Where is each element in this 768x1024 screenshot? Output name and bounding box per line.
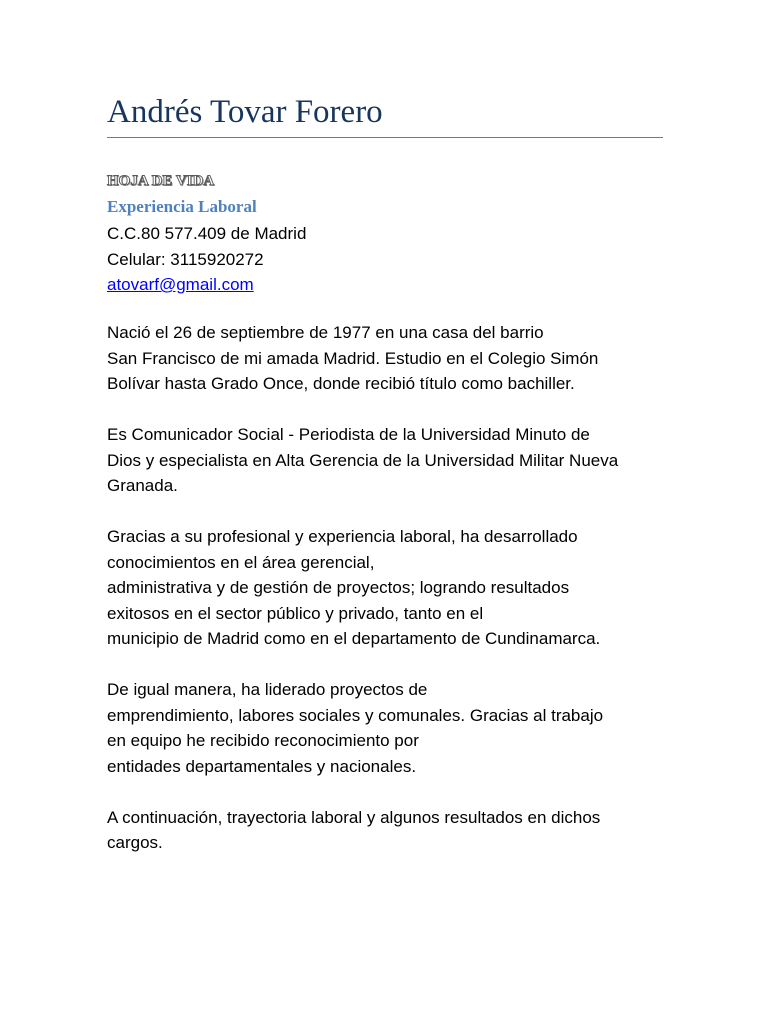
paragraph-line: exitosos en el sector público y privado, tanto en el	[107, 603, 484, 623]
paragraph-line: De igual manera, ha liderado proyectos de	[107, 680, 428, 699]
paragraph-line: emprendimiento, labores sociales y comunales. Gracias al trabajo	[107, 705, 604, 725]
paragraph-line: Es Comunicador Social - Periodista de la Universidad Minuto de	[107, 425, 590, 444]
paragraph-experience	[107, 524, 667, 652]
paragraph-line: Granada.	[107, 476, 178, 495]
paragraph-line: administrativa y de gestión de proyectos; logrando resultados	[107, 578, 570, 597]
paragraph-line: Gracias a su profesional y experiencia laboral, ha desarrollado	[107, 527, 578, 546]
id-number-line: C.C.80 577.409 de Madrid	[107, 224, 307, 243]
title-divider	[107, 137, 663, 138]
paragraph-leadership	[107, 677, 667, 779]
paragraph-line: municipio de Madrid como en el departamento de Cundinamarca.	[107, 629, 601, 648]
document-title: Andrés Tovar Forero	[107, 94, 383, 130]
paragraph-line: Bolívar hasta Grado Once, donde recibió título como bachiller.	[107, 374, 575, 393]
paragraph-line: conocimientos en el área gerencial,	[107, 552, 375, 572]
paragraph-line: en equipo he recibido reconocimiento por	[107, 731, 419, 750]
paragraph-continuation	[107, 805, 667, 856]
paragraph-line: San Francisco de mi amada Madrid. Estudio en el Colegio Simón	[107, 348, 599, 368]
document-label: HOJA DE VIDA	[107, 173, 215, 189]
paragraph-line: Dios y especialista en Alta Gerencia de la Universidad Militar Nueva	[107, 450, 619, 470]
biography	[107, 320, 667, 881]
paragraph-line: cargos.	[107, 833, 163, 852]
paragraph-line: Nació el 26 de septiembre de 1977 en una casa del barrio	[107, 323, 544, 342]
section-heading: Experiencia Laboral	[107, 197, 257, 216]
contact-block	[107, 221, 306, 298]
email-link[interactable]: atovarf@gmail.com	[107, 275, 254, 294]
paragraph-line: entidades departamentales y nacionales.	[107, 756, 417, 776]
paragraph-line: A continuación, trayectoria laboral y algunos resultados en dichos	[107, 807, 601, 827]
phone-line: Celular: 3115920272	[107, 249, 264, 269]
paragraph-education	[107, 422, 667, 499]
paragraph-birth	[107, 320, 667, 397]
